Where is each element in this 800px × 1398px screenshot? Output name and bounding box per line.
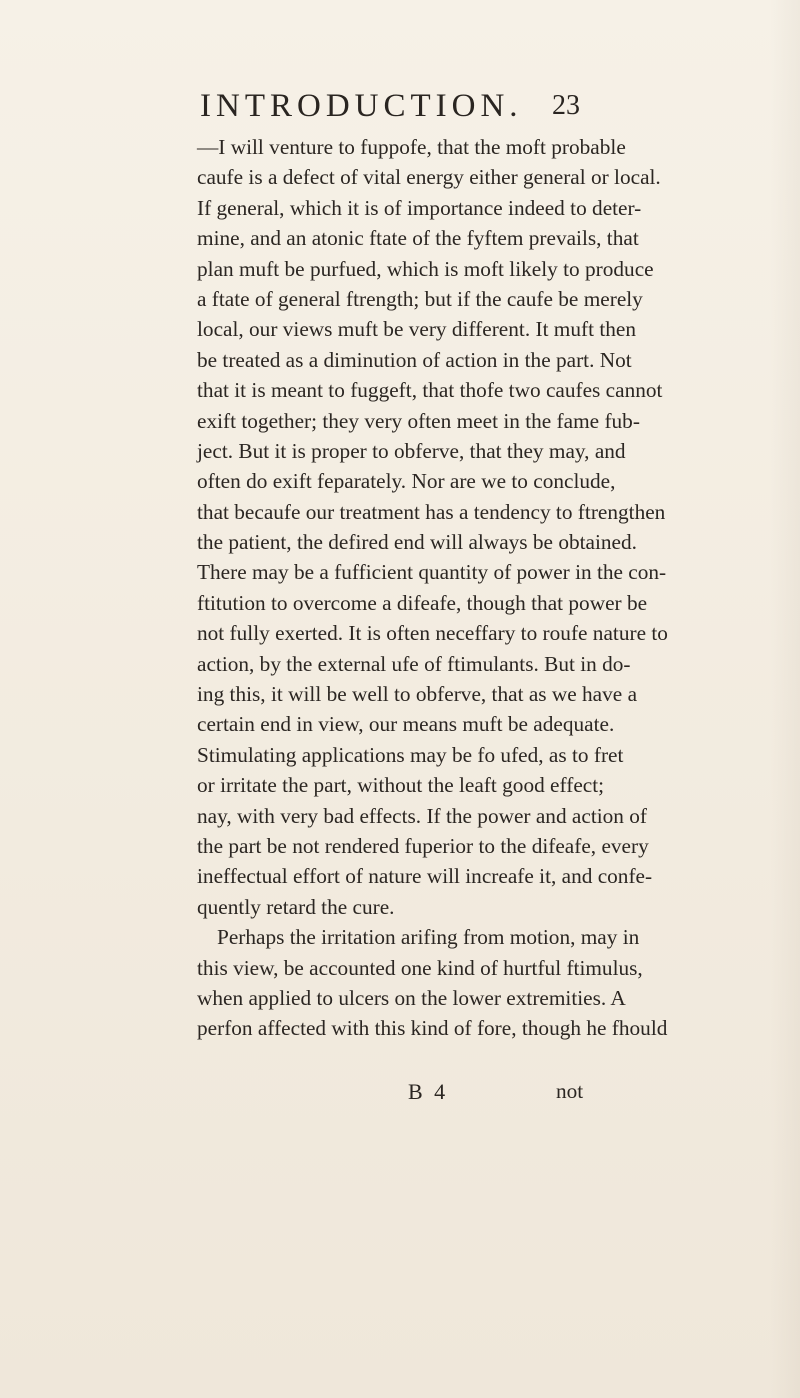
page-footer: [0, 1079, 800, 1111]
running-head: [0, 88, 800, 128]
text-line: perfon affected with this kind of fore, though he fhould: [197, 1016, 668, 1041]
text-line: a ftate of general ftrength; but if the caufe be merely: [197, 286, 643, 311]
text-line: ineffectual effort of nature will increafe it, and confe-: [197, 864, 653, 889]
signature-mark: B 4: [408, 1079, 449, 1104]
text-line: —I will venture to fuppofe, that the moft probable: [197, 135, 626, 159]
catchword: not: [556, 1079, 584, 1103]
text-line: nay, with very bad effects. If the power and action of: [197, 803, 648, 828]
text-line: action, by the external ufe of ftimulants. But in do-: [197, 651, 631, 676]
text-line: the part be not rendered fuperior to the difeafe, every: [197, 833, 649, 858]
page-number: 23: [552, 90, 580, 121]
running-title: INTRODUCTION.: [200, 88, 523, 124]
text-line: Stimulating applications may be fo ufed, as to fret: [197, 742, 624, 767]
text-line: be treated as a diminution of action in the part. Not: [197, 347, 632, 372]
text-line: exift together; they very often meet in the fame fub-: [197, 408, 640, 433]
text-line: or irritate the part, without the leaft good effect;: [197, 773, 605, 798]
text-line: ject. But it is proper to obferve, that they may, and: [197, 438, 626, 463]
text-line: If general, which it is of importance indeed to deter-: [197, 195, 642, 220]
text-line: the patient, the defired end will always be obtained.: [197, 530, 637, 555]
text-line: that it is meant to fuggeft, that thofe two caufes cannot: [197, 378, 663, 403]
body-text: [197, 132, 668, 1044]
text-line: caufe is a defect of vital energy either general or local.: [197, 165, 661, 190]
text-line: plan muft be purfued, which is moft likely to produce: [197, 256, 654, 281]
paragraph-start-line: Perhaps the irritation arifing from motion, may in: [217, 925, 640, 950]
text-line: when applied to ulcers on the lower extremities. A: [197, 985, 626, 1010]
text-line: mine, and an atonic ftate of the fyftem prevails, that: [197, 226, 639, 251]
text-line: There may be a fufficient quantity of power in the con-: [197, 560, 667, 585]
text-line: certain end in view, our means muft be adequate.: [197, 712, 615, 737]
page-edge-shadow: [770, 0, 800, 1398]
text-line: ftitution to overcome a difeafe, though that power be: [197, 590, 648, 615]
text-line: quently retard the cure.: [197, 894, 395, 919]
text-line: that becaufe our treatment has a tendency to ftrengthen: [197, 499, 666, 524]
text-line: ing this, it will be well to obferve, that as we have a: [197, 682, 638, 707]
text-line: this view, be accounted one kind of hurtful ftimulus,: [197, 955, 643, 980]
text-line: not fully exerted. It is often neceffary to roufe nature to: [197, 621, 668, 646]
text-line: often do exift feparately. Nor are we to conclude,: [197, 469, 616, 494]
text-line: local, our views muft be very different. It muft then: [197, 317, 637, 342]
